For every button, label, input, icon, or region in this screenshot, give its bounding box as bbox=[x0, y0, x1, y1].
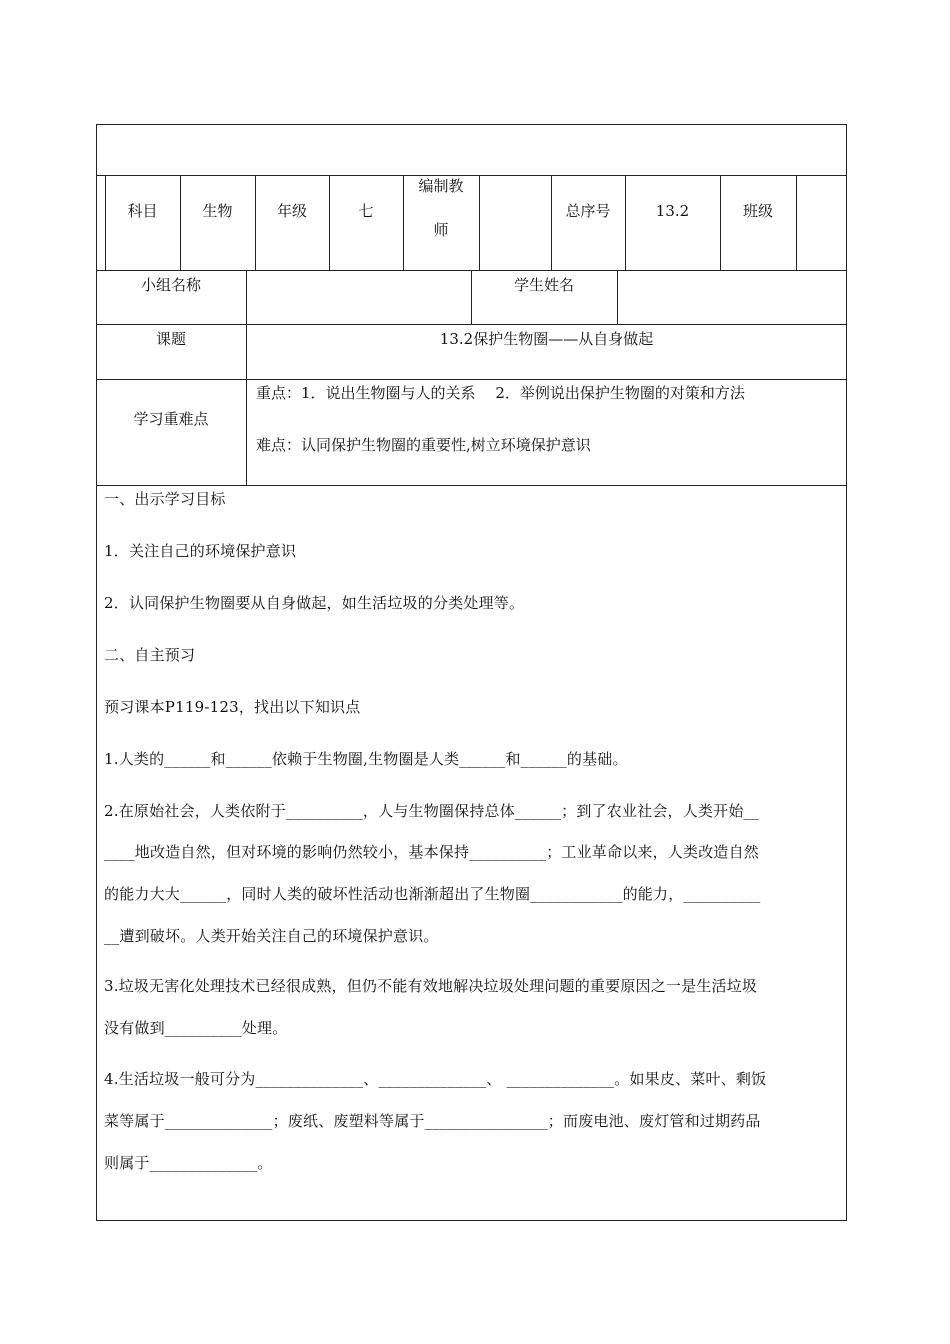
question-line: 2.在原始社会，人类依附于__________，人与生物圈保持总体______；到了农业社会，人类开始__ bbox=[104, 802, 759, 820]
question-line: 3.垃圾无害化处理技术已经很成熟，但仍不能有效地解决垃圾处理问题的重要原因之一是生活垃圾 bbox=[104, 977, 758, 995]
col-divider bbox=[329, 175, 330, 270]
question-line: 的能力大大______，同时人类的破坏性活动也渐渐超出了生物圈____________的能力，__________ bbox=[104, 885, 761, 903]
teacher-label-line1: 编制教 bbox=[418, 177, 464, 195]
col-divider bbox=[551, 175, 552, 270]
col-divider bbox=[246, 270, 247, 485]
topic-label: 课题 bbox=[155, 330, 186, 348]
subject-label: 科目 bbox=[127, 202, 158, 220]
question-line: 则属于______________。 bbox=[104, 1154, 273, 1172]
topic-value: 13.2保护生物圈——从自身做起 bbox=[439, 330, 654, 348]
row-divider bbox=[96, 324, 847, 325]
col-divider bbox=[255, 175, 256, 270]
question-line: ____地改造自然，但对环境的影响仍然较小，基本保持__________；工业革命以来，人类改造自然 bbox=[104, 843, 760, 861]
col-divider bbox=[180, 175, 181, 270]
difficult-point-text: 难点：认同保护生物圈的重要性,树立环境保护意识 bbox=[256, 436, 591, 454]
class-label: 班级 bbox=[742, 202, 773, 220]
col-divider bbox=[105, 175, 106, 270]
col-divider bbox=[625, 175, 626, 270]
col-divider bbox=[720, 175, 721, 270]
teacher-label-line2: 师 bbox=[433, 221, 449, 239]
question-line: 1.人类的______和______依赖于生物圈,生物圈是人类______和______的基础。 bbox=[104, 750, 628, 768]
grade-value: 七 bbox=[358, 202, 374, 220]
row-divider bbox=[96, 379, 847, 380]
col-divider bbox=[479, 175, 480, 270]
question-line: 没有做到__________处理。 bbox=[104, 1019, 288, 1037]
section-heading-objectives: 一、出示学习目标 bbox=[104, 490, 226, 508]
subject-value: 生物 bbox=[202, 202, 233, 220]
col-divider bbox=[617, 270, 618, 324]
serial-label: 总序号 bbox=[565, 202, 611, 220]
objective-item: 1．关注自己的环境保护意识 bbox=[104, 542, 297, 560]
key-point-text: 重点：1．说出生物圈与人的关系 2．举例说出保护生物圈的对策和方法 bbox=[256, 384, 745, 402]
question-line: 菜等属于______________；废纸、废塑料等属于________________；而废电池、废灯管和过期药品 bbox=[104, 1112, 761, 1130]
question-line: 4.生活垃圾一般可分为______________、______________、 ______________。如果皮、菜叶、剩饭 bbox=[104, 1070, 767, 1088]
preview-instruction: 预习课本P119-123，找出以下知识点 bbox=[104, 698, 361, 716]
col-divider bbox=[796, 175, 797, 270]
grade-label: 年级 bbox=[276, 202, 307, 220]
row-divider bbox=[96, 485, 847, 486]
objective-item: 2．认同保护生物圈要从自身做起，如生活垃圾的分类处理等。 bbox=[104, 594, 525, 612]
student-name-label: 学生姓名 bbox=[513, 276, 574, 294]
section-heading-preview: 二、自主预习 bbox=[104, 646, 196, 664]
group-name-label: 小组名称 bbox=[140, 276, 201, 294]
serial-value: 13.2 bbox=[655, 202, 690, 220]
key-points-label: 学习重难点 bbox=[133, 410, 209, 428]
question-line: __遭到破坏。人类开始关注自己的环境保护意识。 bbox=[104, 927, 439, 945]
